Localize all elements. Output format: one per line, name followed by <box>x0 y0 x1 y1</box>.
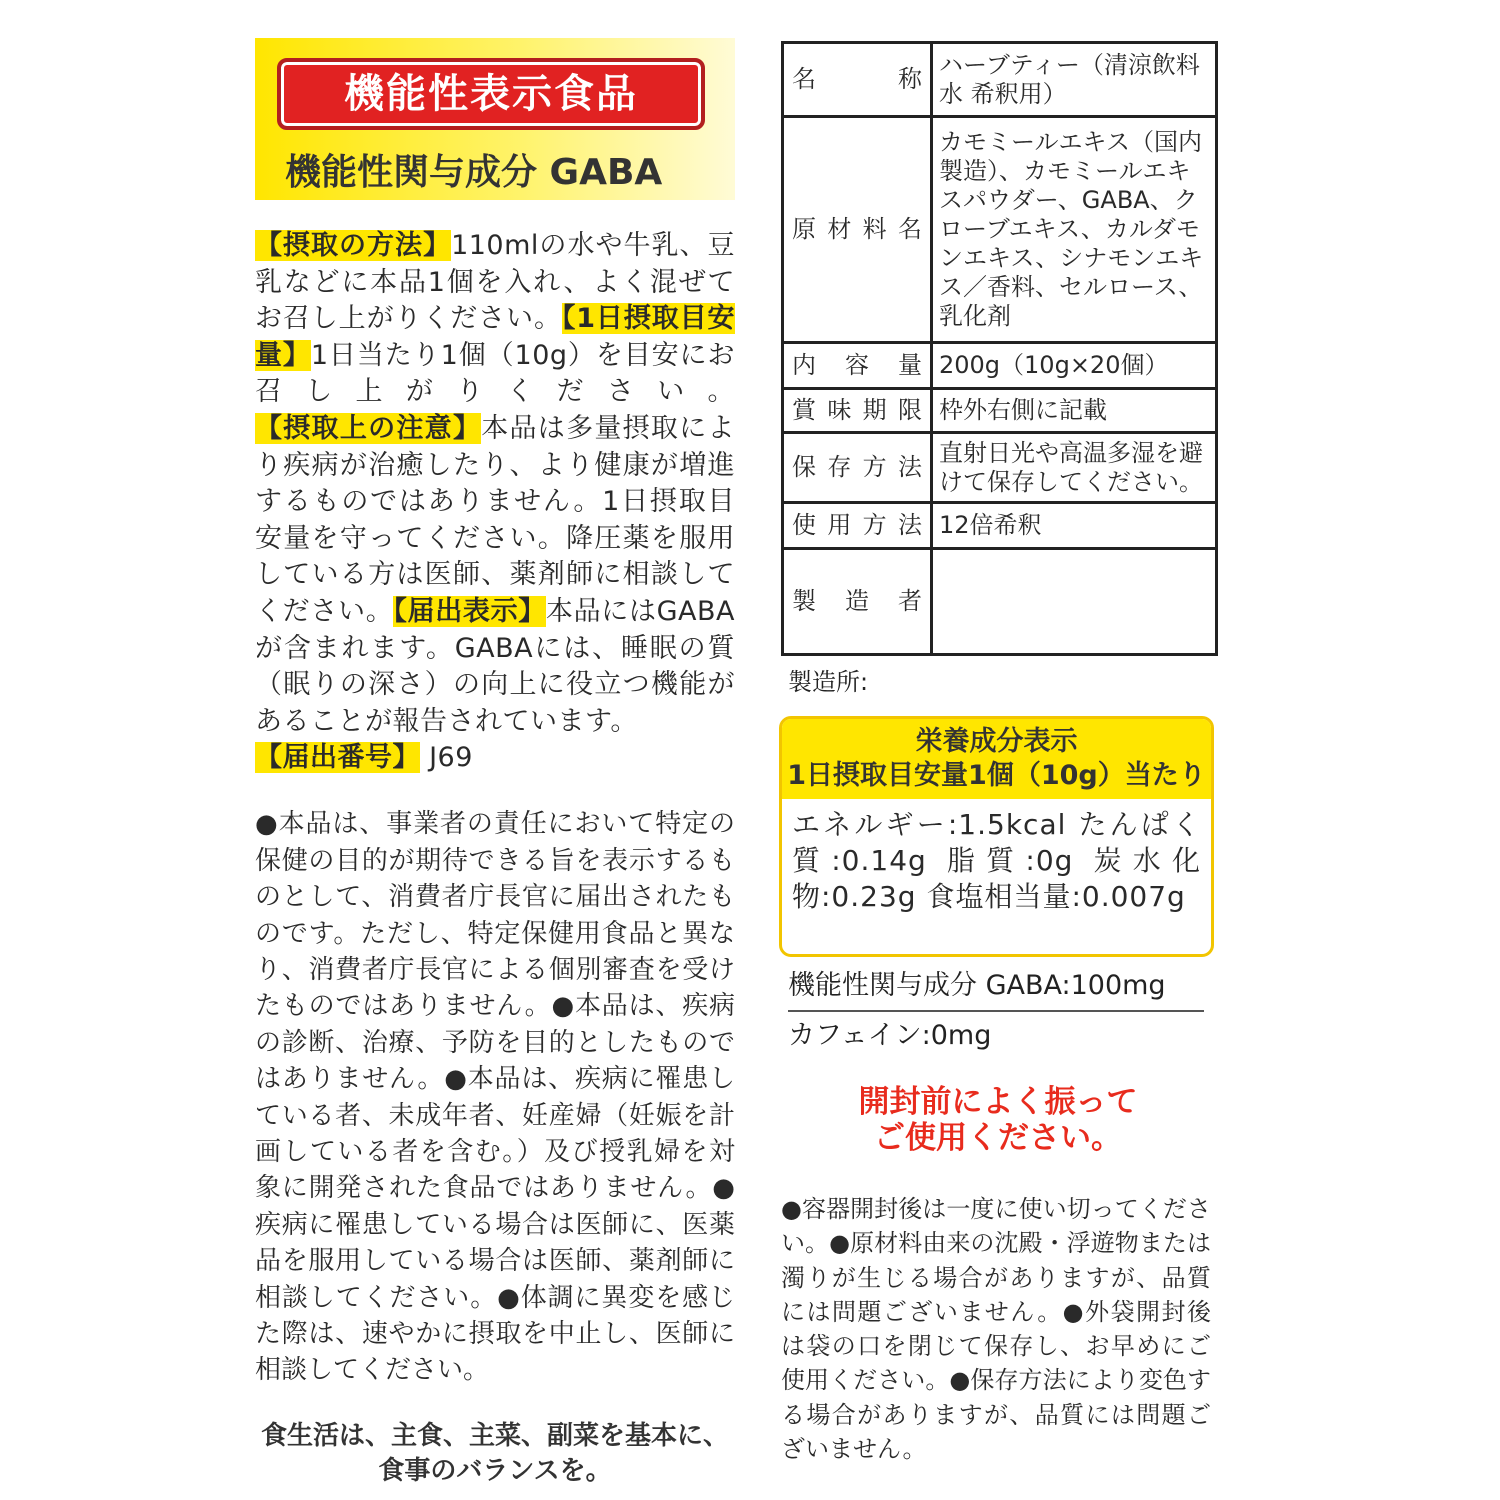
daily-amount-label: 【1日摂取目安量】 <box>255 303 735 371</box>
notice-label: 【届出表示】 <box>393 595 546 627</box>
table-row <box>783 343 1217 389</box>
intake-caution-text: 本品は多量摂取により疾病が治癒したり、より健康が増進するものではありません。1日摂取目安量を守ってください。降圧薬を服用している方は医師、薬剤師に相談してください。 <box>255 412 735 627</box>
left-notes: ●本品は、事業者の責任において特定の保健の目的が期待できる旨を表示するものとして、消費者庁長官に届出されたものです。ただし、特定保健用食品と異なり、消費者庁長官による個別審査を受けたものではありません。●本品は、疾病の診断、治療、予防を目的としたものではありません。●本品は、疾病に罹患している者、未成年者、妊産婦（妊娠を計画している者を含む。）及び授乳婦を対象に開発された食品ではありません。●疾病に罹患している場合は医師に、医薬品を服用している場合は医師、薬剤師に相談してください。●体調に異変を感じた際は、速やかに摂取を中止し、医師に相談してください。 <box>255 809 735 1386</box>
nutrition-facts-box <box>779 716 1214 957</box>
shake-notice-line-2: ご使用ください。 <box>874 1120 1122 1156</box>
nutrition-values: エネルギー:1.5kcal たんぱく質:0.14g 脂質:0g 炭水化物:0.23g 食塩相当量:0.007g <box>792 808 1201 913</box>
intake-method-label: 【摂取の方法】 <box>255 230 452 261</box>
row-key-content: 内容量 <box>783 343 932 389</box>
nutrition-subtitle: 1日摂取目安量1個（10g）当たり <box>787 760 1206 791</box>
row-key-usage: 使用方法 <box>783 503 932 549</box>
registration-number <box>255 740 735 776</box>
intake-caution-label: 【摂取上の注意】 <box>255 412 482 444</box>
intake-instructions <box>255 228 735 776</box>
registration-value: J69 <box>429 742 473 774</box>
shake-notice-line-1: 開封前によく振って <box>858 1084 1138 1120</box>
manufacturing-site: 製造所: <box>788 668 869 696</box>
notice-text: 本品にはGABAが含まれます。GABAには、睡眠の質（眠りの深さ）の向上に役立つ機能があることが報告されています。 <box>255 595 736 737</box>
row-value-storage: 直射日光や高温多湿を避けて保存してください。 <box>932 433 1217 503</box>
intake-method-text: 110mlの水や牛乳、豆乳などに本品1個を入れ、よく混ぜてお召し上がりください。 <box>255 230 735 335</box>
left-column <box>255 38 735 1489</box>
table-row <box>783 389 1217 433</box>
row-value-content: 200g（10g×20個） <box>932 343 1217 389</box>
functional-ingredient-subtitle: 機能性関与成分 GABA <box>285 152 663 193</box>
diet-balance-message <box>255 1419 735 1489</box>
row-value-manufacturer <box>932 549 1217 655</box>
table-row <box>783 433 1217 503</box>
row-key-storage: 保存方法 <box>783 433 932 503</box>
table-row <box>783 503 1217 549</box>
diet-balance-line-2: 食事のバランスを。 <box>378 1455 612 1486</box>
shake-before-opening-notice <box>780 1084 1216 1156</box>
functional-ingredient-amount: 機能性関与成分 GABA:100mg <box>788 966 1204 1012</box>
table-row <box>783 43 1217 117</box>
functional-food-banner: 機能性表示食品 <box>277 58 705 130</box>
row-value-usage: 12倍希釈 <box>932 503 1217 549</box>
right-notes: ●容器開封後は一度に使い切ってください。●原材料由来の沈殿・浮遊物または濁りが生じる場合がありますが、品質には問題ございません。●外袋開封後は袋の口を閉じて保存し、お早めにご使用ください。●保存方法により変色する場合がありますが、品質には問題ございません。 <box>781 1195 1211 1464</box>
row-key-manufacturer: 製造者 <box>783 549 932 655</box>
diet-balance-line-1: 食生活は、主食、主菜、副菜を基本に、 <box>260 1420 729 1451</box>
registration-label: 【届出番号】 <box>255 742 420 774</box>
daily-amount-text: 1日当たり1個（10g）を目安にお召し上がりください。 <box>255 339 736 408</box>
table-row <box>783 117 1217 343</box>
header-box <box>255 38 735 200</box>
row-value-name: ハーブティー（清涼飲料水 希釈用） <box>932 43 1217 117</box>
row-value-ingredients: カモミールエキス（国内製造）、カモミールエキスパウダー、GABA、クローブエキス、カルダモンエキス、シナモンエキス／香料、セルロース、乳化剤 <box>932 117 1217 343</box>
nutrition-header <box>782 719 1211 799</box>
row-key-ingredients: 原材料名 <box>783 117 932 343</box>
row-key-best-before: 賞味期限 <box>783 389 932 433</box>
table-row <box>783 549 1217 655</box>
caffeine-amount: カフェイン:0mg <box>788 1020 992 1051</box>
row-value-best-before: 枠外右側に記載 <box>932 389 1217 433</box>
row-key-name: 名称 <box>783 43 932 117</box>
nutrition-title: 栄養成分表示 <box>915 726 1078 757</box>
product-info-table <box>781 41 1218 656</box>
